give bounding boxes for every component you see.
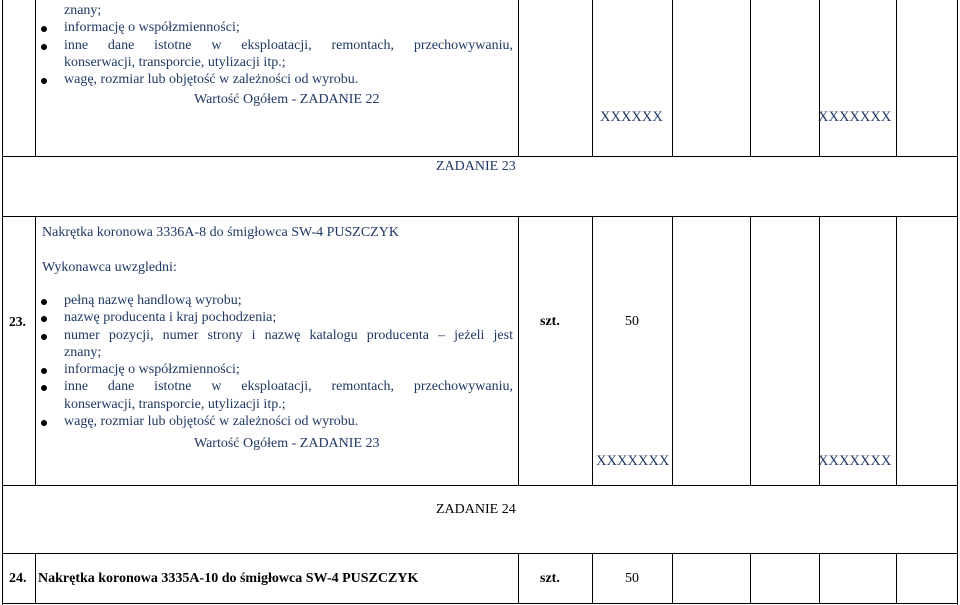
requirement-line: [64, 19, 513, 36]
requirement-line: [64, 361, 513, 378]
requirement-text: konserwacji, transporcie, utylizacji itp.;: [64, 54, 286, 70]
task23-item-title: Nakrętka koronowa 3336A-8 do śmigłowca SW-4 PUSZCZYK: [42, 225, 399, 240]
requirement-line: [64, 2, 513, 19]
task24-header: ZADANIE 24: [436, 502, 516, 517]
requirement-line: [64, 71, 513, 88]
requirement-line: [64, 327, 513, 344]
requirement-line: [64, 396, 513, 413]
task23-total-label: Wartość Ogółem - ZADANIE 23: [194, 436, 380, 451]
requirement-text: nazwę producenta i kraj pochodzenia;: [64, 310, 277, 326]
requirement-line: [64, 309, 513, 326]
requirement-text: wagę, rozmiar lub objętość w zależności od wyrobu.: [64, 414, 359, 430]
requirement-text: znany;: [64, 344, 102, 360]
requirement-text: pełną nazwę handlową wyrobu;: [64, 293, 242, 308]
task24-item-title: Nakrętka koronowa 3335A-10 do śmigłowca SW-4 PUSZCZYK: [38, 571, 419, 586]
requirement-text: konserwacji, transporcie, utylizacji itp.;: [64, 396, 286, 412]
requirement-line: [64, 292, 513, 309]
requirement-line: [64, 344, 513, 361]
task23-total-net: XXXXXXX: [596, 453, 670, 469]
requirement-text: wagę, rozmiar lub objętość w zależności od wyrobu.: [64, 72, 359, 88]
task23-item-number: 23.: [9, 314, 26, 329]
bullet-icon: [41, 299, 47, 305]
requirement-line: [64, 413, 513, 430]
requirement-text: informację o współzmienności;: [64, 20, 240, 36]
bullet-icon: [41, 44, 47, 50]
task24-quantity: 50: [625, 571, 639, 586]
task23-quantity: 50: [625, 314, 639, 329]
requirement-line: [64, 37, 513, 54]
requirement-text: informację o współzmienności;: [64, 362, 240, 378]
task23-unit: szt.: [540, 314, 560, 329]
task23-total-gross: XXXXXXX: [818, 453, 892, 469]
task23-header: ZADANIE 23: [436, 159, 516, 174]
requirement-text: numer pozycji, numer strony i nazwę katalogu producenta – jeżeli jest: [64, 327, 513, 343]
task22-total-net: XXXXXX: [600, 109, 663, 125]
requirement-line: [64, 378, 513, 395]
task22-total-gross: XXXXXXX: [818, 109, 892, 125]
requirement-text: inne dane istotne w eksploatacji, remontach, przechowywaniu,: [64, 37, 513, 53]
task22-total-label: Wartość Ogółem - ZADANIE 22: [194, 92, 380, 107]
requirement-text: inne dane istotne w eksploatacji, remontach, przechowywaniu,: [64, 379, 513, 395]
task23-requirements-list: [64, 292, 513, 430]
task24-item-number: 24.: [9, 571, 27, 586]
task23-contractor-note: Wykonawca uwzgledni:: [42, 260, 177, 275]
task24-unit: szt.: [540, 571, 560, 586]
bullet-icon: [41, 334, 47, 340]
requirement-text: znany;: [64, 3, 102, 18]
task22-requirements-list: [64, 2, 513, 88]
requirement-line: [64, 54, 513, 71]
